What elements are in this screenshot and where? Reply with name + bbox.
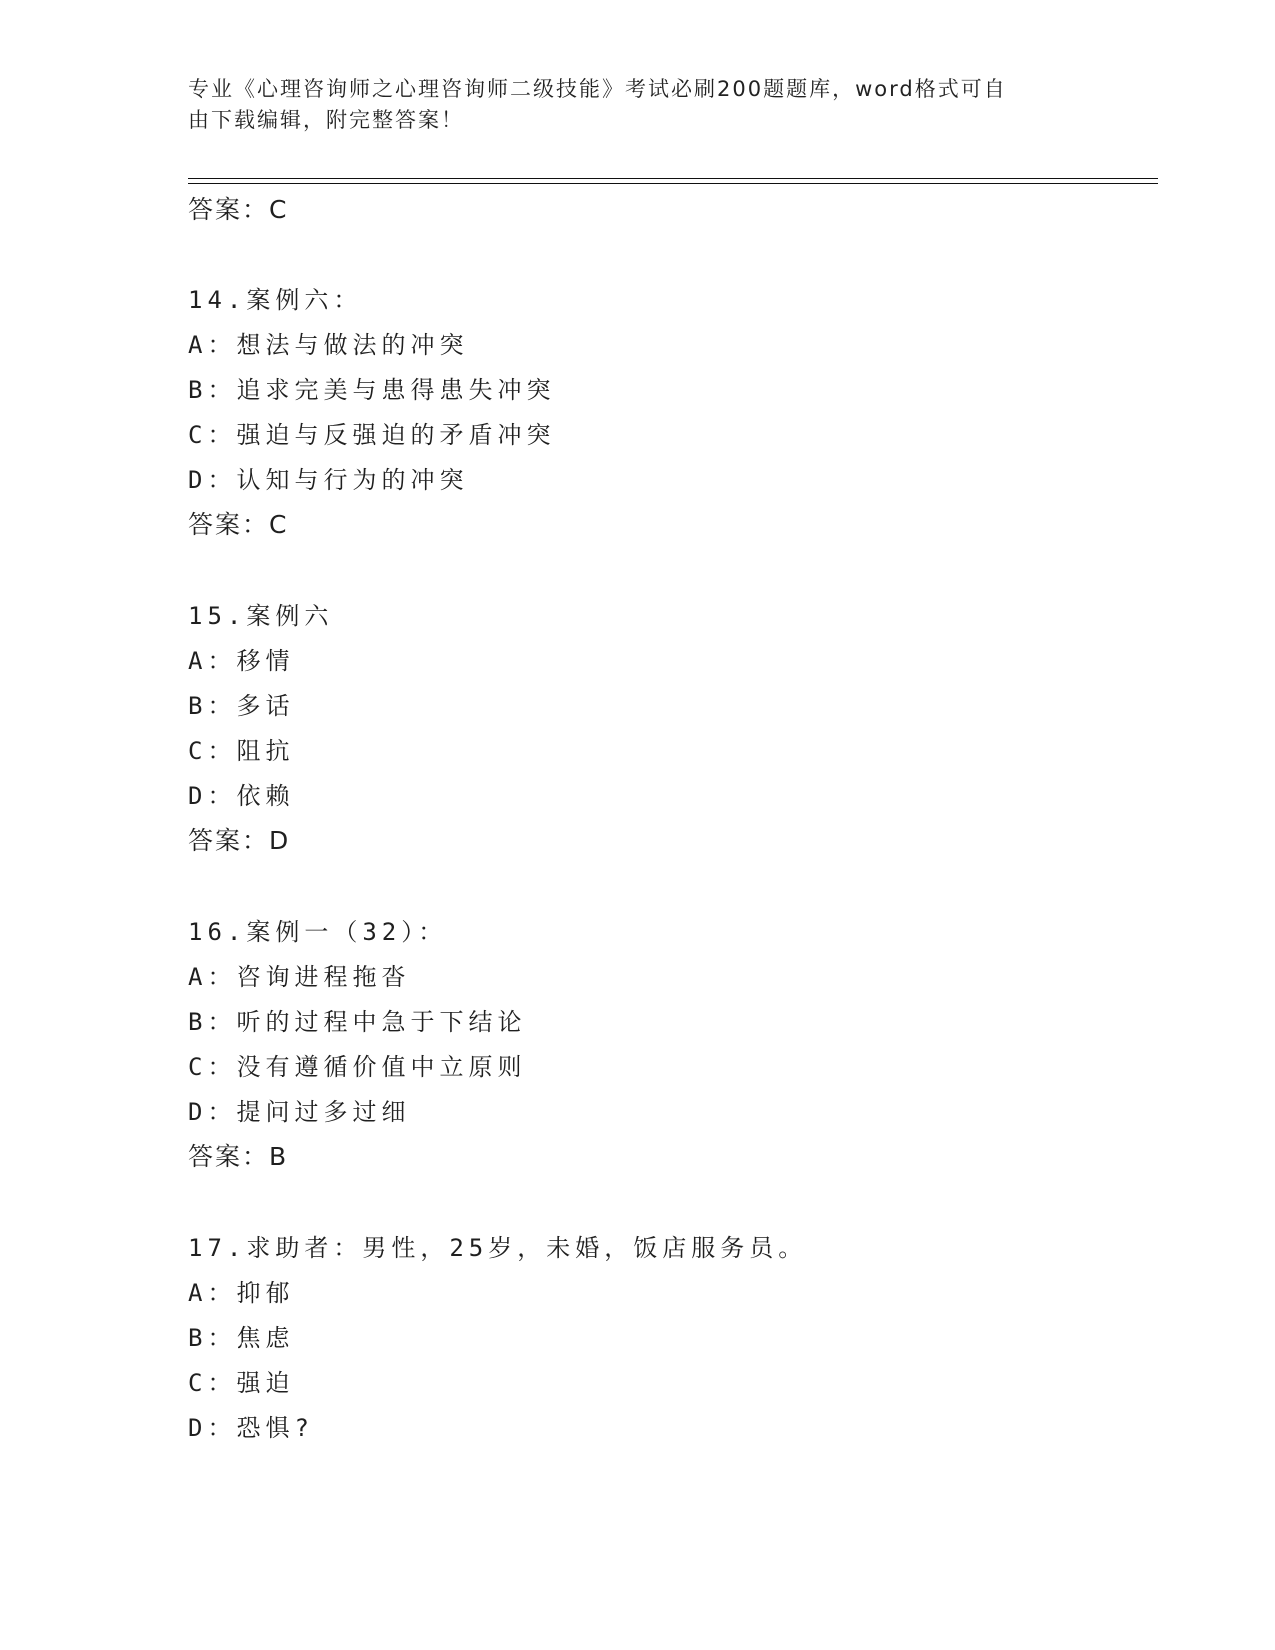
question-14-option-d: D：认知与行为的冲突 — [188, 466, 469, 494]
question-17-option-a: A：抑郁 — [188, 1279, 295, 1307]
question-17-option-d: D：恐惧? — [188, 1414, 314, 1442]
question-16-option-a: A：咨询进程拖沓 — [188, 963, 411, 991]
header-line-2: 由下载编辑，附完整答案！ — [188, 108, 464, 132]
question-17-option-b: B：焦虑 — [188, 1324, 295, 1352]
answer-13: 答案：C — [188, 195, 289, 224]
question-16-option-d: D：提问过多过细 — [188, 1098, 411, 1126]
question-17-stem: 17.求助者：男性，25岁，未婚，饭店服务员。 — [188, 1234, 808, 1262]
question-14-answer: 答案：C — [188, 510, 289, 539]
question-14-option-a: A：想法与做法的冲突 — [188, 331, 469, 359]
question-17-option-c: C：强迫 — [188, 1369, 295, 1397]
header-rule-top — [188, 178, 1158, 179]
question-16-stem: 16.案例一（32）： — [188, 918, 448, 946]
question-14-option-c: C：强迫与反强迫的矛盾冲突 — [188, 421, 556, 449]
question-14-stem: 14.案例六： — [188, 286, 363, 314]
question-15-option-c: C：阻抗 — [188, 737, 295, 765]
question-15-option-b: B：多话 — [188, 692, 295, 720]
document-header — [188, 74, 1068, 136]
question-16-option-b: B：听的过程中急于下结论 — [188, 1008, 527, 1036]
header-rule-bottom — [188, 183, 1158, 184]
question-15-option-a: A：移情 — [188, 647, 295, 675]
question-16-answer: 答案：B — [188, 1142, 289, 1171]
question-16-option-c: C：没有遵循价值中立原则 — [188, 1053, 527, 1081]
question-14-option-b: B：追求完美与患得患失冲突 — [188, 376, 556, 404]
question-15-stem: 15.案例六 — [188, 602, 334, 630]
question-15-answer: 答案：D — [188, 826, 291, 855]
header-line-1: 专业《心理咨询师之心理咨询师二级技能》考试必刷200题题库，word格式可自 — [188, 77, 1007, 101]
question-15-option-d: D：依赖 — [188, 782, 295, 810]
